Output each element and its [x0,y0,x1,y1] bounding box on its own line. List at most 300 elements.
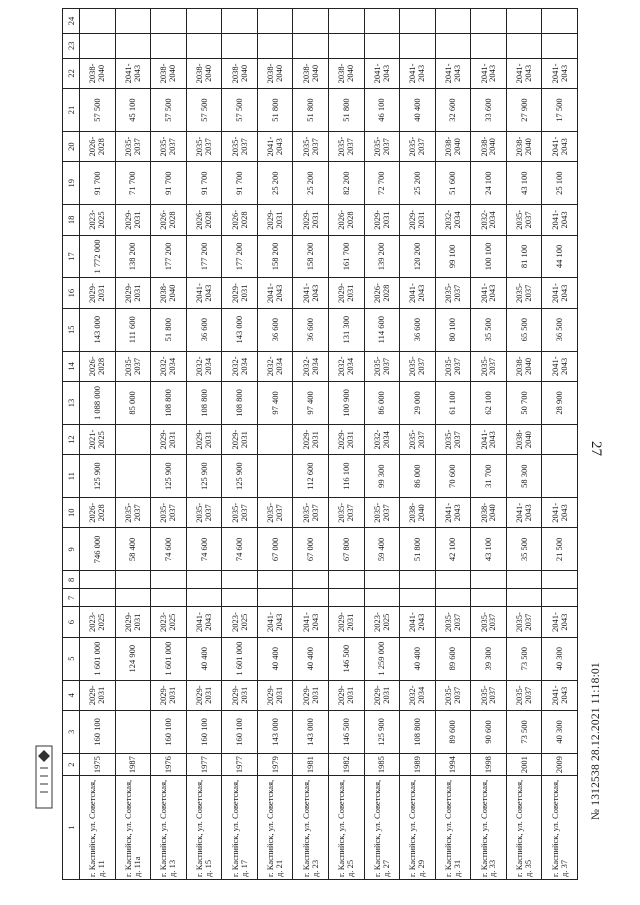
table-cell: 160 100 [151,711,187,754]
table-cell: 2041-2043 [186,278,222,308]
table-cell: 2029-2031 [151,680,187,710]
table-cell: 2035-2037 [506,607,542,637]
table-cell: 2038-2040 [80,58,116,88]
table-row [364,9,400,880]
table-cell [222,589,258,607]
table-cell: 1982 [328,753,364,776]
table-cell [257,9,293,34]
table-cell: 2041-2043 [115,58,151,88]
address-cell: г. Каспийск, ул. Советская, д. 11 [80,776,116,880]
table-cell: 139 200 [364,235,400,278]
table-cell [506,589,542,607]
table-cell: 61 100 [435,382,471,425]
table-cell: 2026-2028 [364,278,400,308]
table-cell: 73 500 [506,711,542,754]
table-cell: 143 000 [293,711,329,754]
table-cell: 2035-2037 [151,131,187,161]
table-cell: 17 500 [542,89,578,132]
table-cell: 2041-2043 [400,278,436,308]
table-cell [80,9,116,34]
column-header-19: 19 [63,162,80,205]
table-cell: 67 000 [293,528,329,571]
table-cell [151,589,187,607]
table-cell: 2023-2025 [222,607,258,637]
table-cell: 2038-2040 [151,278,187,308]
address-cell: г. Каспийск, ул. Советская, д. 35 [506,776,542,880]
column-header-9: 9 [63,528,80,571]
table-cell: 2035-2037 [471,351,507,381]
column-header-8: 8 [63,571,80,589]
table-cell: 40 400 [400,637,436,680]
table-cell: 2032-2034 [400,680,436,710]
table-cell: 29 000 [400,382,436,425]
column-header-2: 2 [63,753,80,776]
table-cell: 33 600 [471,89,507,132]
table-cell: 1979 [257,753,293,776]
table-cell: 2035-2037 [400,424,436,454]
column-header-3: 3 [63,711,80,754]
table-cell: 177 200 [151,235,187,278]
table-cell: 138 200 [115,235,151,278]
table-cell [293,571,329,589]
table-cell [400,571,436,589]
table-cell: 120 200 [400,235,436,278]
table-cell: 1 601 000 [222,637,258,680]
table-cell [435,33,471,58]
column-header-20: 20 [63,131,80,161]
capital-repair-table-wrapper [62,8,578,880]
table-cell: 2029-2031 [293,424,329,454]
table-cell: 2029-2031 [186,424,222,454]
table-cell: 2041-2043 [471,58,507,88]
table-cell: 2041-2043 [506,58,542,88]
table-cell [542,9,578,34]
table-cell: 2023-2025 [80,607,116,637]
table-cell: 35 500 [506,528,542,571]
table-cell: 2029-2031 [328,680,364,710]
table-cell: 44 100 [542,235,578,278]
table-cell: 2029-2031 [328,424,364,454]
table-cell: 1989 [400,753,436,776]
table-cell: 2029-2031 [328,278,364,308]
table-cell [471,589,507,607]
table-cell [400,9,436,34]
table-row [293,9,329,880]
table-cell: 91 700 [186,162,222,205]
column-header-4: 4 [63,680,80,710]
table-cell: 2029-2031 [222,278,258,308]
table-cell: 67 000 [257,528,293,571]
table-cell: 2035-2037 [364,351,400,381]
table-header-row [63,9,80,880]
table-row [400,9,436,880]
table-cell: 2041-2043 [257,131,293,161]
table-cell: 2038-2040 [471,498,507,528]
table-cell: 2035-2037 [364,498,400,528]
table-cell: 1 259 000 [364,637,400,680]
table-cell: 2029-2031 [115,205,151,235]
table-cell: 2035-2037 [293,498,329,528]
table-cell [257,571,293,589]
table-cell: 2035-2037 [471,680,507,710]
table-cell [542,571,578,589]
column-header-17: 17 [63,235,80,278]
table-cell: 2041-2043 [257,607,293,637]
table-cell: 25 100 [542,162,578,205]
address-cell: г. Каспийск, ул. Советская, д. 25 [328,776,364,880]
table-cell: 31 700 [471,455,507,498]
table-cell: 2035-2037 [506,680,542,710]
table-cell: 2041-2043 [542,607,578,637]
table-cell [80,571,116,589]
table-row [471,9,507,880]
table-cell: 2041-2043 [542,680,578,710]
table-cell: 36 600 [400,308,436,351]
table-cell: 86 000 [364,382,400,425]
table-cell: 2041-2043 [542,278,578,308]
table-cell: 2023-2025 [151,607,187,637]
column-header-5: 5 [63,637,80,680]
table-cell: 36 500 [542,308,578,351]
address-cell: г. Каспийск, ул. Советская, д. 29 [400,776,436,880]
table-cell: 51 800 [293,89,329,132]
table-cell: 2032-2034 [364,424,400,454]
table-cell: 1977 [186,753,222,776]
column-header-15: 15 [63,308,80,351]
table-cell: 143 000 [257,711,293,754]
table-cell: 80 100 [435,308,471,351]
table-cell: 39 300 [471,637,507,680]
table-cell: 59 400 [364,528,400,571]
table-cell [364,33,400,58]
table-cell: 91 700 [151,162,187,205]
table-cell: 2041-2043 [435,58,471,88]
table-cell [364,571,400,589]
table-cell: 125 900 [222,455,258,498]
table-cell [400,589,436,607]
logo-icon [34,742,54,812]
table-cell [257,455,293,498]
table-cell: 2041-2043 [435,498,471,528]
table-cell: 2029-2031 [115,278,151,308]
table-cell [151,9,187,34]
table-cell: 36 600 [257,308,293,351]
table-cell: 2041-2043 [364,58,400,88]
table-cell [435,9,471,34]
table-cell: 2041-2043 [186,607,222,637]
table-cell: 2035-2037 [506,278,542,308]
table-cell: 2035-2037 [222,498,258,528]
table-cell [328,571,364,589]
table-cell: 2032-2034 [222,351,258,381]
table-cell: 57 500 [222,89,258,132]
table-cell [471,9,507,34]
table-cell: 89 600 [435,711,471,754]
table-cell: 2038-2040 [506,131,542,161]
table-cell: 74 600 [222,528,258,571]
table-cell: 24 100 [471,162,507,205]
table-cell: 40 300 [542,711,578,754]
table-cell: 85 000 [115,382,151,425]
table-cell: 2038-2040 [186,58,222,88]
table-cell: 2041-2043 [293,278,329,308]
table-cell [115,424,151,454]
column-header-13: 13 [63,382,80,425]
table-cell: 82 200 [328,162,364,205]
table-cell: 57 500 [186,89,222,132]
table-cell: 111 600 [115,308,151,351]
table-cell: 99 100 [435,235,471,278]
table-cell: 2038-2040 [257,58,293,88]
table-cell: 62 100 [471,382,507,425]
table-cell: 2026-2028 [151,205,187,235]
column-header-18: 18 [63,205,80,235]
table-cell [186,571,222,589]
table-cell: 2035-2037 [186,131,222,161]
table-cell: 158 200 [293,235,329,278]
table-cell: 2038-2040 [151,58,187,88]
table-cell: 2023-2025 [364,607,400,637]
address-cell: г. Каспийск, ул. Советская, д. 15 [186,776,222,880]
table-cell: 2029-2031 [364,680,400,710]
address-cell: г. Каспийск, ул. Советская, д. 17 [222,776,258,880]
table-cell: 2001 [506,753,542,776]
table-cell: 177 200 [186,235,222,278]
table-row [80,9,116,880]
table-cell [328,9,364,34]
table-cell: 2035-2037 [435,351,471,381]
address-cell: г. Каспийск, ул. Советская, д. 11а [115,776,151,880]
table-cell: 58 400 [115,528,151,571]
table-cell: 36 600 [293,308,329,351]
table-cell: 1977 [222,753,258,776]
table-cell [506,571,542,589]
table-cell: 2032-2034 [435,205,471,235]
table-cell: 2041-2043 [542,351,578,381]
table-cell: 2035-2037 [293,131,329,161]
address-cell: г. Каспийск, ул. Советская, д. 13 [151,776,187,880]
table-cell: 57 500 [151,89,187,132]
table-cell [257,589,293,607]
table-cell [364,589,400,607]
table-cell: 177 200 [222,235,258,278]
table-cell [80,589,116,607]
table-cell: 2035-2037 [471,607,507,637]
table-cell: 36 600 [186,308,222,351]
table-cell [222,33,258,58]
table-cell: 160 100 [80,711,116,754]
table-cell [506,33,542,58]
table-cell: 43 100 [471,528,507,571]
table-cell [257,33,293,58]
table-cell: 45 100 [115,89,151,132]
table-cell [364,9,400,34]
table-cell: 1994 [435,753,471,776]
address-cell: г. Каспийск, ул. Советская, д. 23 [293,776,329,880]
table-cell: 1 088 000 [80,382,116,425]
table-cell: 2032-2034 [257,351,293,381]
table-cell: 21 500 [542,528,578,571]
table-cell: 2032-2034 [186,351,222,381]
table-cell: 746 000 [80,528,116,571]
table-cell [151,571,187,589]
table-body [80,9,578,880]
table-cell: 2041-2043 [542,131,578,161]
table-cell: 32 600 [435,89,471,132]
table-row [151,9,187,880]
table-cell: 2038-2040 [435,131,471,161]
table-cell: 2029-2031 [364,205,400,235]
table-cell: 2023-2025 [80,205,116,235]
table-cell [115,571,151,589]
table-cell [435,589,471,607]
table-cell: 146 500 [328,637,364,680]
table-cell: 2026-2028 [80,498,116,528]
table-cell: 2038-2040 [400,498,436,528]
table-cell [471,33,507,58]
table-cell [151,33,187,58]
table-cell: 89 600 [435,637,471,680]
table-cell [115,9,151,34]
table-cell: 1998 [471,753,507,776]
table-cell: 91 700 [222,162,258,205]
table-cell: 2035-2037 [400,131,436,161]
table-cell: 2035-2037 [328,498,364,528]
table-cell: 2032-2034 [293,351,329,381]
table-cell: 2029-2031 [80,680,116,710]
table-cell [80,33,116,58]
table-cell: 2026-2028 [328,205,364,235]
table-cell: 2035-2037 [435,607,471,637]
table-cell: 2029-2031 [257,680,293,710]
table-cell: 2038-2040 [328,58,364,88]
table-cell [186,589,222,607]
table-cell: 40 400 [186,637,222,680]
table-cell: 114 600 [364,308,400,351]
table-cell: 42 100 [435,528,471,571]
table-cell: 2041-2043 [506,498,542,528]
table-cell: 2029-2031 [400,205,436,235]
table-cell [328,589,364,607]
table-row [435,9,471,880]
table-cell: 91 700 [80,162,116,205]
table-cell: 2035-2037 [115,131,151,161]
table-cell: 2029-2031 [151,424,187,454]
address-cell: г. Каспийск, ул. Советская, д. 27 [364,776,400,880]
table-cell: 1976 [151,753,187,776]
table-cell: 100 100 [471,235,507,278]
table-cell: 2009 [542,753,578,776]
table-cell: 2026-2028 [80,351,116,381]
table-cell: 125 900 [151,455,187,498]
column-header-1: 1 [63,776,80,880]
table-cell: 2029-2031 [222,424,258,454]
table-cell: 73 500 [506,637,542,680]
table-cell [542,33,578,58]
table-cell: 112 600 [293,455,329,498]
table-cell [506,9,542,34]
table-cell: 2029-2031 [293,205,329,235]
table-cell [542,424,578,454]
table-cell: 2035-2037 [115,498,151,528]
column-header-10: 10 [63,498,80,528]
column-header-11: 11 [63,455,80,498]
table-cell: 2041-2043 [471,424,507,454]
table-cell [435,571,471,589]
table-cell: 1975 [80,753,116,776]
column-header-16: 16 [63,278,80,308]
table-cell: 81 100 [506,235,542,278]
table-cell: 2041-2043 [542,58,578,88]
table-cell: 1 601 000 [80,637,116,680]
table-cell: 99 300 [364,455,400,498]
address-cell: г. Каспийск, ул. Советская, д. 31 [435,776,471,880]
table-cell [542,589,578,607]
table-cell: 40 400 [400,89,436,132]
table-cell [293,9,329,34]
table-cell: 2041-2043 [257,278,293,308]
table-cell [186,33,222,58]
table-cell: 58 300 [506,455,542,498]
table-cell: 46 100 [364,89,400,132]
table-cell: 2038-2040 [222,58,258,88]
table-cell: 51 800 [151,308,187,351]
table-cell: 2035-2037 [257,498,293,528]
table-cell: 2026-2028 [222,205,258,235]
table-cell: 51 800 [328,89,364,132]
table-cell: 2035-2037 [328,131,364,161]
column-header-12: 12 [63,424,80,454]
table-cell: 2038-2040 [506,351,542,381]
column-header-21: 21 [63,89,80,132]
address-cell: г. Каспийск, ул. Советская, д. 21 [257,776,293,880]
column-header-24: 24 [63,9,80,34]
table-cell: 143 000 [80,308,116,351]
capital-repair-table [62,8,578,880]
table-cell: 2029-2031 [293,680,329,710]
scan-stamp: № 1312538 28.12.2021 11:18:01 [590,662,602,820]
table-cell: 2038-2040 [506,424,542,454]
table-cell: 65 500 [506,308,542,351]
table-cell: 2029-2031 [328,607,364,637]
table-cell: 146 500 [328,711,364,754]
table-cell [257,424,293,454]
table-cell: 74 600 [151,528,187,571]
table-cell: 28 900 [542,382,578,425]
table-cell: 2035-2037 [435,424,471,454]
page-number: 27 [588,441,604,456]
table-cell: 100 900 [328,382,364,425]
table-cell: 1985 [364,753,400,776]
table-cell: 1 601 000 [151,637,187,680]
table-row [542,9,578,880]
table-cell [542,455,578,498]
table-cell: 90 600 [471,711,507,754]
table-cell: 125 900 [80,455,116,498]
table-cell: 51 600 [435,162,471,205]
table-cell [400,33,436,58]
table-cell: 97 400 [257,382,293,425]
table-cell: 40 400 [257,637,293,680]
table-cell: 72 700 [364,162,400,205]
table-cell [115,589,151,607]
table-cell: 97 400 [293,382,329,425]
table-cell: 2021-2025 [80,424,116,454]
table-cell: 40 300 [542,637,578,680]
table-cell: 2026-2028 [186,205,222,235]
table-cell: 161 700 [328,235,364,278]
table-cell: 108 800 [151,382,187,425]
